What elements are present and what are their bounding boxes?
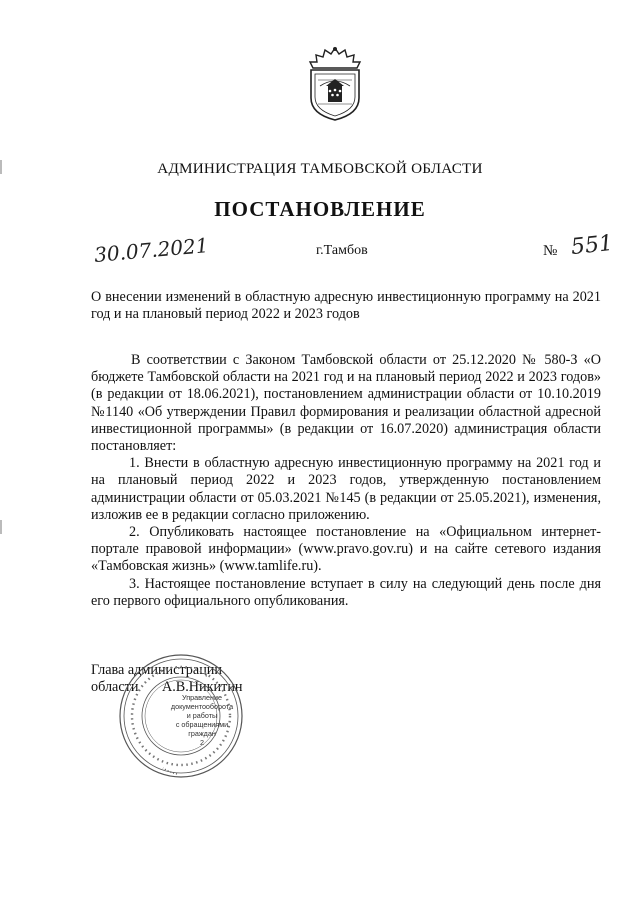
document-date: 30.07.2021 [93, 233, 210, 267]
signatory-position-line-2: области [91, 678, 139, 695]
signatory-position-line-1: Глава администрации [91, 662, 222, 678]
document-subject: О внесении изменений в областную адресную инвестиционную программу на 2021 год и на плановый период 2022 и 2023 годов [91, 289, 601, 322]
clause-paragraph-3: 3. Настоящее постановление вступает в силу на следующий день после дня его первого официального опубликования. [91, 575, 601, 609]
document-city: г.Тамбов [316, 243, 368, 258]
stamp-center-text: Управление документооборота и работы с обращениями граждан 2 [170, 693, 234, 747]
document-type-title: ПОСТАНОВЛЕНИЕ [214, 197, 426, 221]
coat-of-arms-icon [304, 46, 366, 122]
clause-paragraph-1: 1. Внести в областную адресную инвестиционную программу на 2021 год и на плановый период 2022 и 2023 годов, утвержденную постановлением администрации области от 05.03.2021 №145 (в редакции от 25.05.2021), изменения, изложив ее в редакции согласно приложению. [91, 455, 601, 523]
document-number: 551 [569, 230, 615, 261]
binding-mark [0, 520, 2, 534]
document-number-sign: № [543, 243, 558, 259]
clause-paragraph-2: 2. Опубликовать настоящее постановление на «Официальном интернет-портале правовой информации» (www.pravo.gov.ru) и на сайте сетевого издания «Тамбовская жизнь» (www.tamlife.ru). [91, 524, 601, 575]
document-body [91, 352, 601, 610]
signatory-name: А.В.Никитин [162, 678, 243, 695]
organization-title: АДМИНИСТРАЦИЯ ТАМБОВСКОЙ ОБЛАСТИ [157, 160, 483, 177]
binding-mark [0, 160, 2, 174]
preamble-paragraph: В соответствии с Законом Тамбовской области от 25.12.2020 № 580-З «О бюджете Тамбовской области на 2021 год и на плановый период 2022 и 2023 годов» (в редакции от 18.06.2021), постановлением администрации области от 10.10.2019 №1140 «Об утверждении Правил формирования и реализации областной адресной инвестиционной программы» (в редакции от 16.07.2020) администрация области постановляет: [91, 352, 601, 455]
